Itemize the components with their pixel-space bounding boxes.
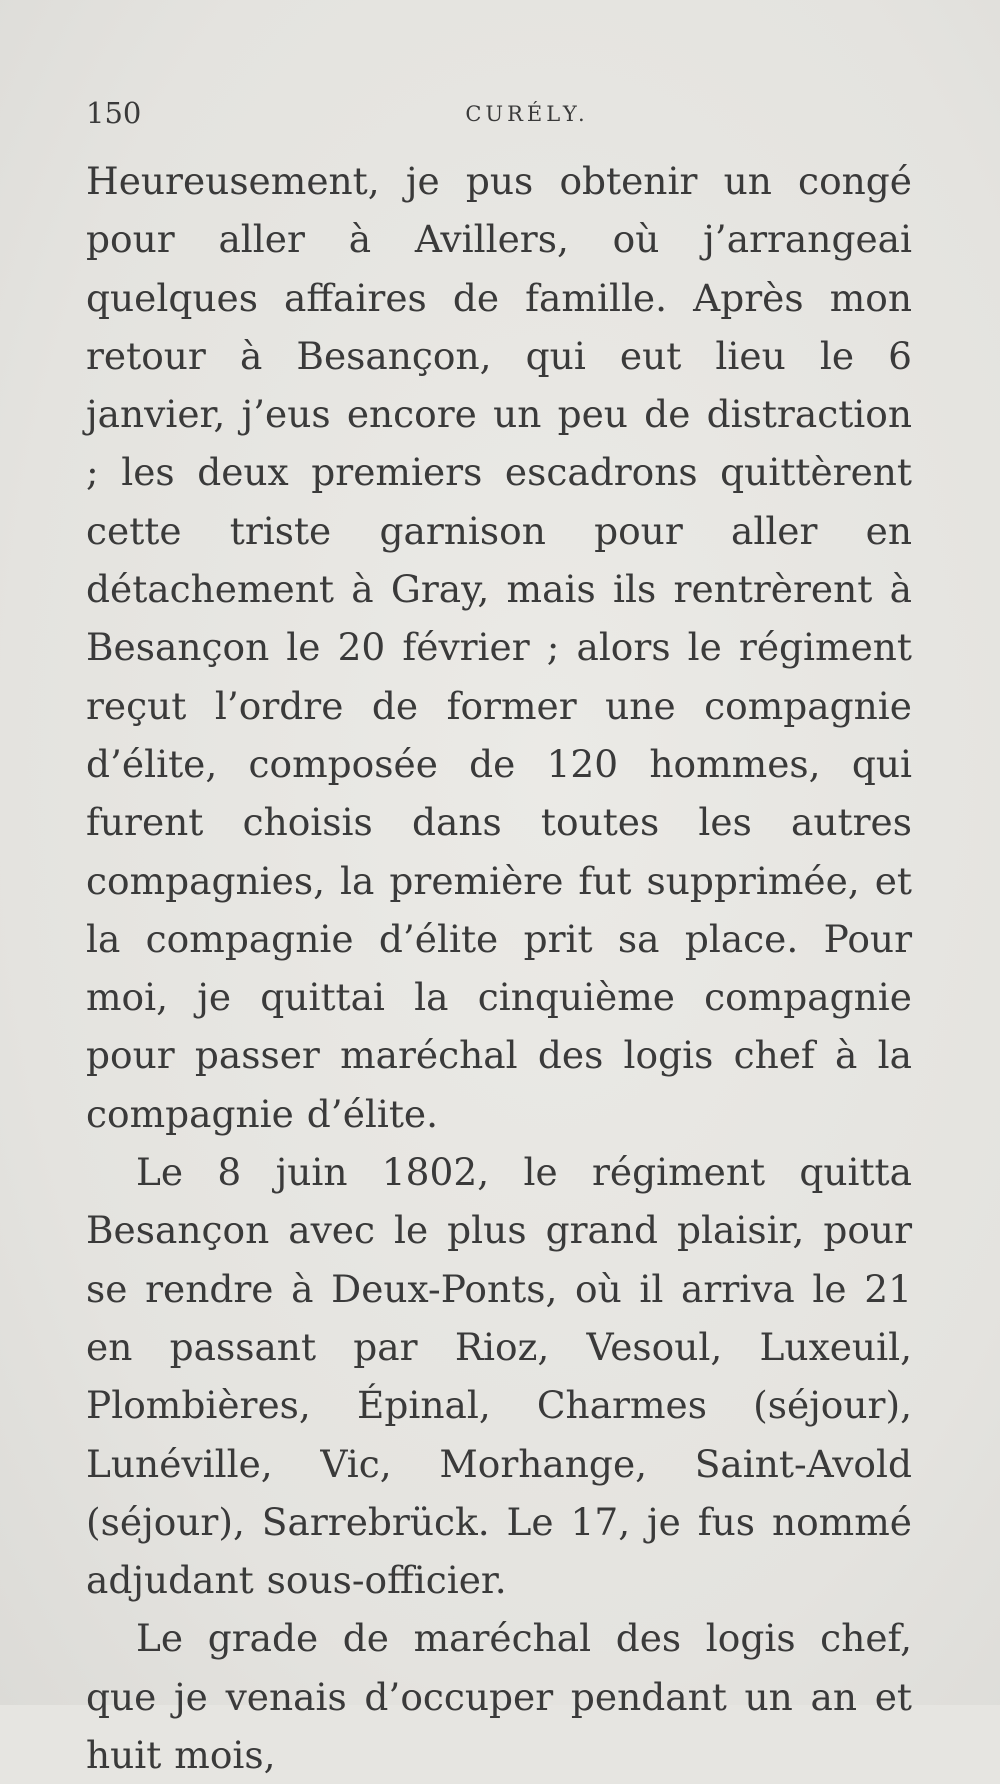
page-number: 150 xyxy=(86,96,142,130)
paragraph: Le 8 juin 1802, le régiment quitta Besançon avec le plus grand plaisir, pour se rendre à Deux-Ponts, où il arriva le 21 en passant par Rioz, Vesoul, Luxeuil, Plombières, Épinal, Charmes (séjour), Lunéville, Vic, Morhange, Saint-Avold (séjour), Sarrebrück. Le 17, je fus nommé adjudant sous-officier. xyxy=(86,1150,912,1603)
body-text xyxy=(86,152,912,1784)
paragraph: Le grade de maréchal des logis chef, que je venais d’occuper pendant un an et huit mois, xyxy=(86,1616,912,1778)
paragraph: Heureusement, je pus obtenir un congé pour aller à Avillers, où j’arrangeai quelques affaires de famille. Après mon retour à Besançon, qui eut lieu le 6 janvier, j’eus encore un peu de distraction ; les deux premiers escadrons quittèrent cette triste garnison pour aller en détachement à Gray, mais ils rentrèrent à Besançon le 20 février ; alors le régiment reçut l’ordre de former une compagnie d’élite, composée de 120 hommes, qui furent choisis dans toutes les autres compagnies, la première fut supprimée, et la compagnie d’élite prit sa place. Pour moi, je quittai la cinquième compagnie pour passer maréchal des logis chef à la compagnie d’élite. xyxy=(86,159,912,1136)
page-header xyxy=(86,96,912,136)
running-head: CURÉLY. xyxy=(465,102,589,126)
